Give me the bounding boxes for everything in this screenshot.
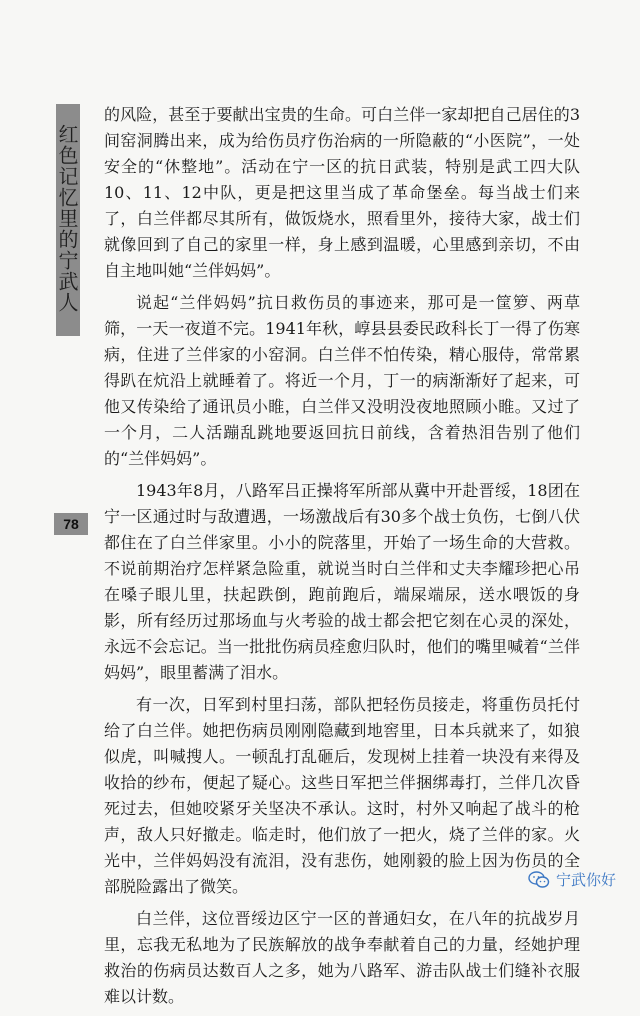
paragraph-3: 1943年8月，八路军吕正操将军所部从冀中开赴晋绥，18团在宁一区通过时与敌遭遇，一场激战后有30多个战士负伤，七倒八伏都住在了白兰伴家里。小小的院落里，开始了一场生命的大营救。不说前期治疗怎样紧急险重，就说当时白兰伴和丈夫李耀珍把心吊在嗓子眼儿里，扶起跌倒，跑前跑后，端屎端尿，送水喂饭的身影，所有经历过那场血与火考验的战士都会把它刻在心灵的深处，永远不会忘记。当一批批伤病员痊愈归队时，他们的嘴里喊着“兰伴妈妈”，眼里蓄满了泪水。: [104, 481, 580, 682]
paragraph-4: 有一次，日军到村里扫荡，部队把轻伤员接走，将重伤员托付给了白兰伴。她把伤病员刚刚隐藏到地窖里，日本兵就来了，如狼似虎，叫喊搜人。一顿乱打乱砸后，发现树上挂着一块没有来得及收拾的纱布，便起了疑心。这些日军把兰伴捆绑毒打，兰伴几次昏死过去，但她咬紧牙关坚决不承认。这时，村外又响起了战斗的枪声，敌人只好撤走。临走时，他们放了一把火，烧了兰伴的家。火光中，兰伴妈妈没有流泪，没有悲伤，她刚毅的脸上因为伤员的全部脱险露出了微笑。: [104, 695, 580, 896]
book-title-vertical: 红色记忆里的宁武人: [55, 124, 79, 313]
paragraph-5: 白兰伴，这位晋绥边区宁一区的普通妇女，在八年的抗战岁月里，忘我无私地为了民族解放的战争奉献着自己的力量，经她护理救治的伤病员达数百人之多，她为八路军、游击队战士们缝补衣服难以计数。: [104, 909, 580, 1006]
body-text: [104, 102, 580, 1016]
wechat-icon: [528, 871, 550, 889]
wechat-watermark: [528, 869, 616, 890]
paragraph-2: 说起“兰伴妈妈”抗日救伤员的事迹来，那可是一筐箩、两草筛，一天一夜道不完。1941年秋，崞县县委民政科长丁一得了伤寒病，住进了兰伴家的小窑洞。白兰伴不怕传染，精心服侍，常常累得趴在炕沿上就睡着了。将近一个月，丁一的病渐渐好了起来，可他又传染给了通讯员小睢，白兰伴又没明没夜地照顾小睢。又过了一个月，二人活蹦乱跳地要返回抗日前线，含着热泪告别了他们的“兰伴妈妈”。: [104, 293, 580, 468]
paragraph-1: 的风险，甚至于要献出宝贵的生命。可白兰伴一家却把自己居住的3间窑洞腾出来，成为给伤员疗伤治病的一所隐蔽的“小医院”，一处安全的“休整地”。活动在宁一区的抗日武装，特别是武工四大队10、11、12中队，更是把这里当成了革命堡垒。每当战士们来了，白兰伴都尽其所有，做饭烧水，照看里外，接待大家，战士们就像回到了自己的家里一样，身上感到温暖，心里感到亲切，不由自主地叫她“兰伴妈妈”。: [104, 105, 580, 280]
page-number: 78: [54, 513, 88, 535]
watermark-text: 宁武你好: [555, 871, 616, 889]
